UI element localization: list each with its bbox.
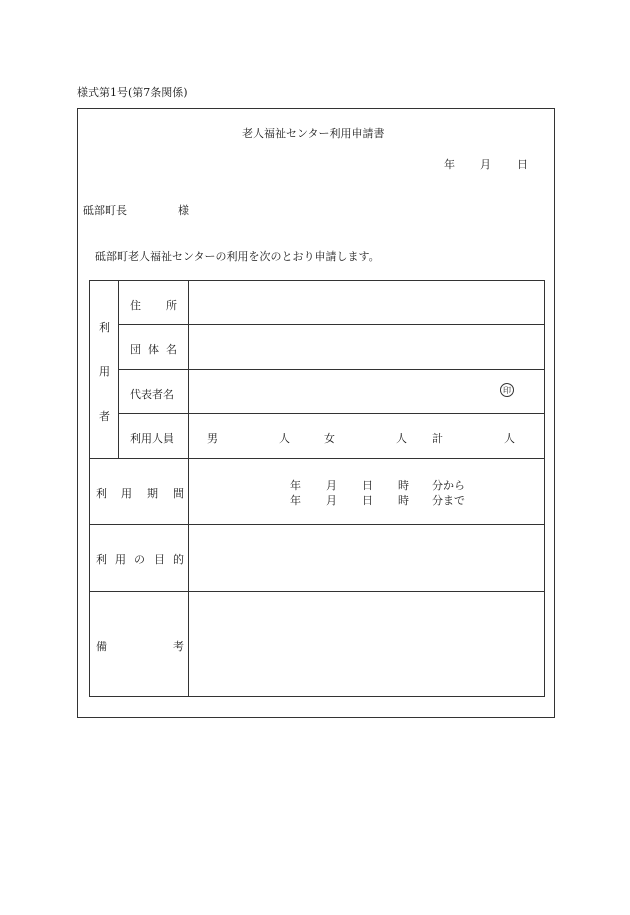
period-label-1: 利: [96, 487, 107, 500]
form-title: 老人福祉センター利用申請書: [242, 127, 385, 140]
period-to-suffix: 分まで: [432, 494, 465, 507]
period-from-suffix: 分から: [432, 479, 465, 492]
row-divider: [118, 413, 544, 414]
addressee-honorific: 様: [178, 204, 189, 217]
row-divider: [118, 324, 544, 325]
form-number: 様式第1号(第7条関係): [77, 86, 188, 99]
headcount-total-unit: 人: [504, 432, 515, 445]
addressee-name: 砥部町長: [83, 204, 127, 217]
seal-mark: 印: [500, 383, 514, 397]
period-to-hour: 時: [398, 494, 409, 507]
remarks-label-1: 備: [96, 640, 107, 653]
period-from-year: 年: [290, 479, 301, 492]
purpose-label-2: 用: [115, 553, 126, 566]
purpose-label-5: 的: [173, 553, 184, 566]
headcount-female: 女: [324, 432, 335, 445]
row-divider: [90, 591, 544, 592]
user-group-label-2: 用: [99, 365, 110, 378]
date-day: 日: [517, 158, 528, 171]
period-label-4: 間: [173, 487, 184, 500]
intro-text: 砥部町老人福祉センターの利用を次のとおり申請します。: [95, 250, 380, 263]
date-month: 月: [480, 158, 491, 171]
purpose-label-4: 目: [154, 553, 165, 566]
purpose-label-3: の: [134, 553, 145, 566]
period-to-year: 年: [290, 494, 301, 507]
column-divider: [118, 281, 119, 458]
group-name-label-1: 団: [130, 343, 141, 356]
representative-label: 代表者名: [130, 388, 174, 401]
row-divider: [90, 458, 544, 459]
period-from-hour: 時: [398, 479, 409, 492]
group-name-label-3: 名: [166, 343, 177, 356]
row-divider: [90, 524, 544, 525]
user-group-label-1: 利: [99, 321, 110, 334]
headcount-male-unit: 人: [279, 432, 290, 445]
headcount-male: 男: [207, 432, 218, 445]
address-label-2: 所: [166, 299, 177, 312]
purpose-label-1: 利: [96, 553, 107, 566]
period-label-2: 用: [121, 487, 132, 500]
group-name-label-2: 体: [148, 343, 159, 356]
headcount-total: 計: [432, 432, 443, 445]
headcount-female-unit: 人: [396, 432, 407, 445]
date-year: 年: [444, 158, 455, 171]
period-to-day: 日: [362, 494, 373, 507]
period-from-month: 月: [326, 479, 337, 492]
period-from-day: 日: [362, 479, 373, 492]
period-to-month: 月: [326, 494, 337, 507]
headcount-label: 利用人員: [130, 432, 174, 445]
user-group-label-3: 者: [99, 410, 110, 423]
address-label-1: 住: [130, 299, 141, 312]
period-label-3: 期: [147, 487, 158, 500]
row-divider: [118, 369, 544, 370]
remarks-label-2: 考: [173, 640, 184, 653]
column-divider: [188, 281, 189, 696]
